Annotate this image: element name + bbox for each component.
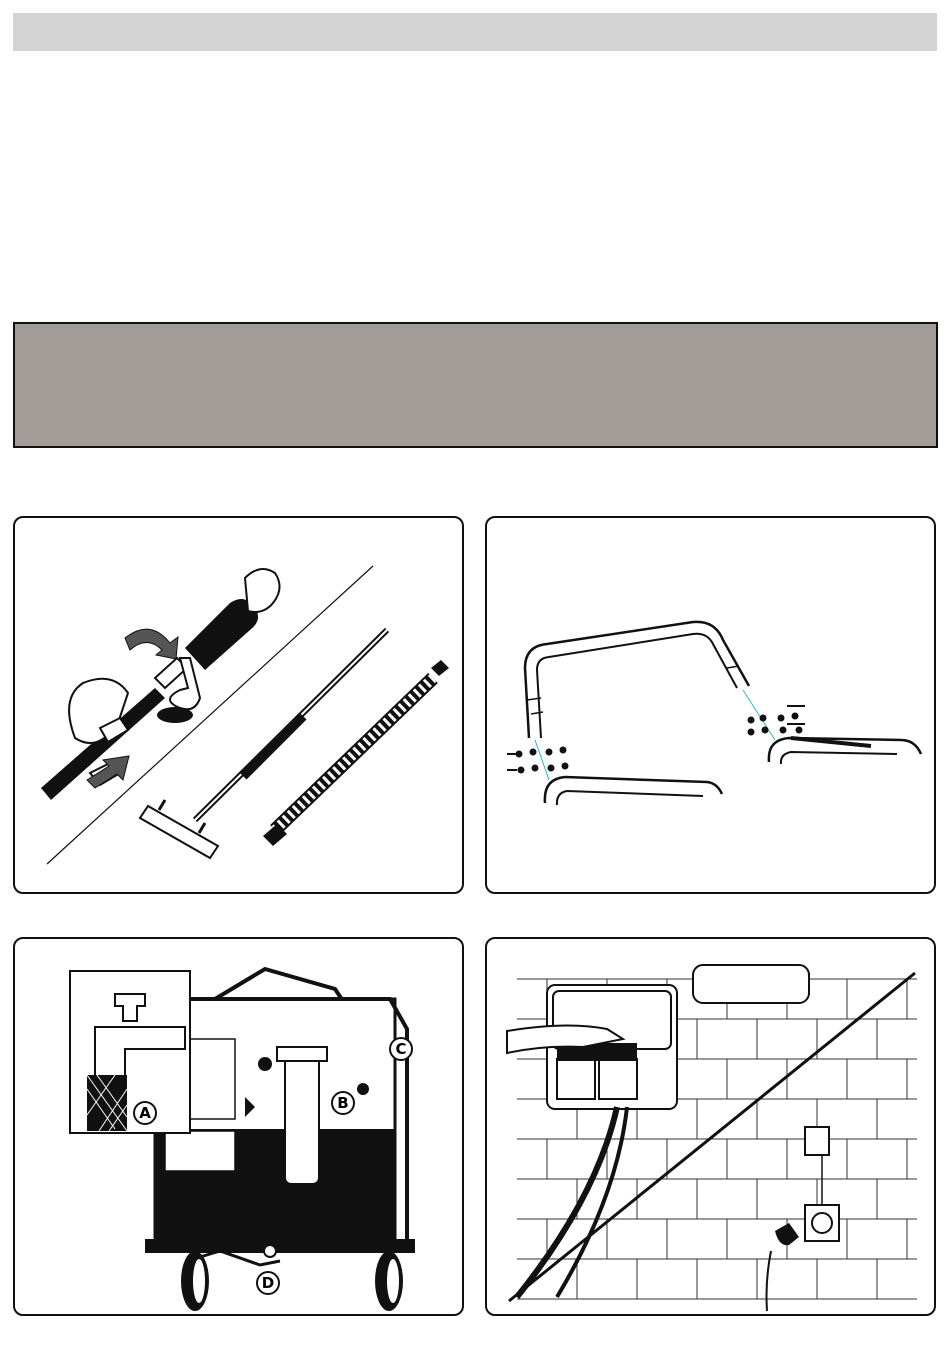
callout-B bbox=[332, 1092, 354, 1114]
callout-C bbox=[390, 1038, 412, 1060]
svg-text:B: B bbox=[337, 1094, 349, 1112]
figure-lance-assembly bbox=[13, 516, 464, 894]
wall-socket-illustration bbox=[487, 939, 936, 1316]
header-bar bbox=[13, 13, 937, 51]
handle-frame-illustration bbox=[487, 518, 936, 894]
figure-handle-frame bbox=[485, 516, 936, 894]
notice-box bbox=[13, 322, 938, 448]
callout-D bbox=[257, 1272, 279, 1294]
figure-wall-socket bbox=[485, 937, 936, 1316]
svg-text:C: C bbox=[395, 1040, 407, 1058]
callout-A bbox=[134, 1102, 156, 1124]
figure-water-connection bbox=[13, 937, 464, 1316]
lance-assembly-illustration bbox=[15, 518, 464, 894]
water-connection-illustration bbox=[15, 939, 464, 1316]
svg-text:A: A bbox=[139, 1104, 151, 1122]
svg-text:D: D bbox=[261, 1274, 275, 1292]
